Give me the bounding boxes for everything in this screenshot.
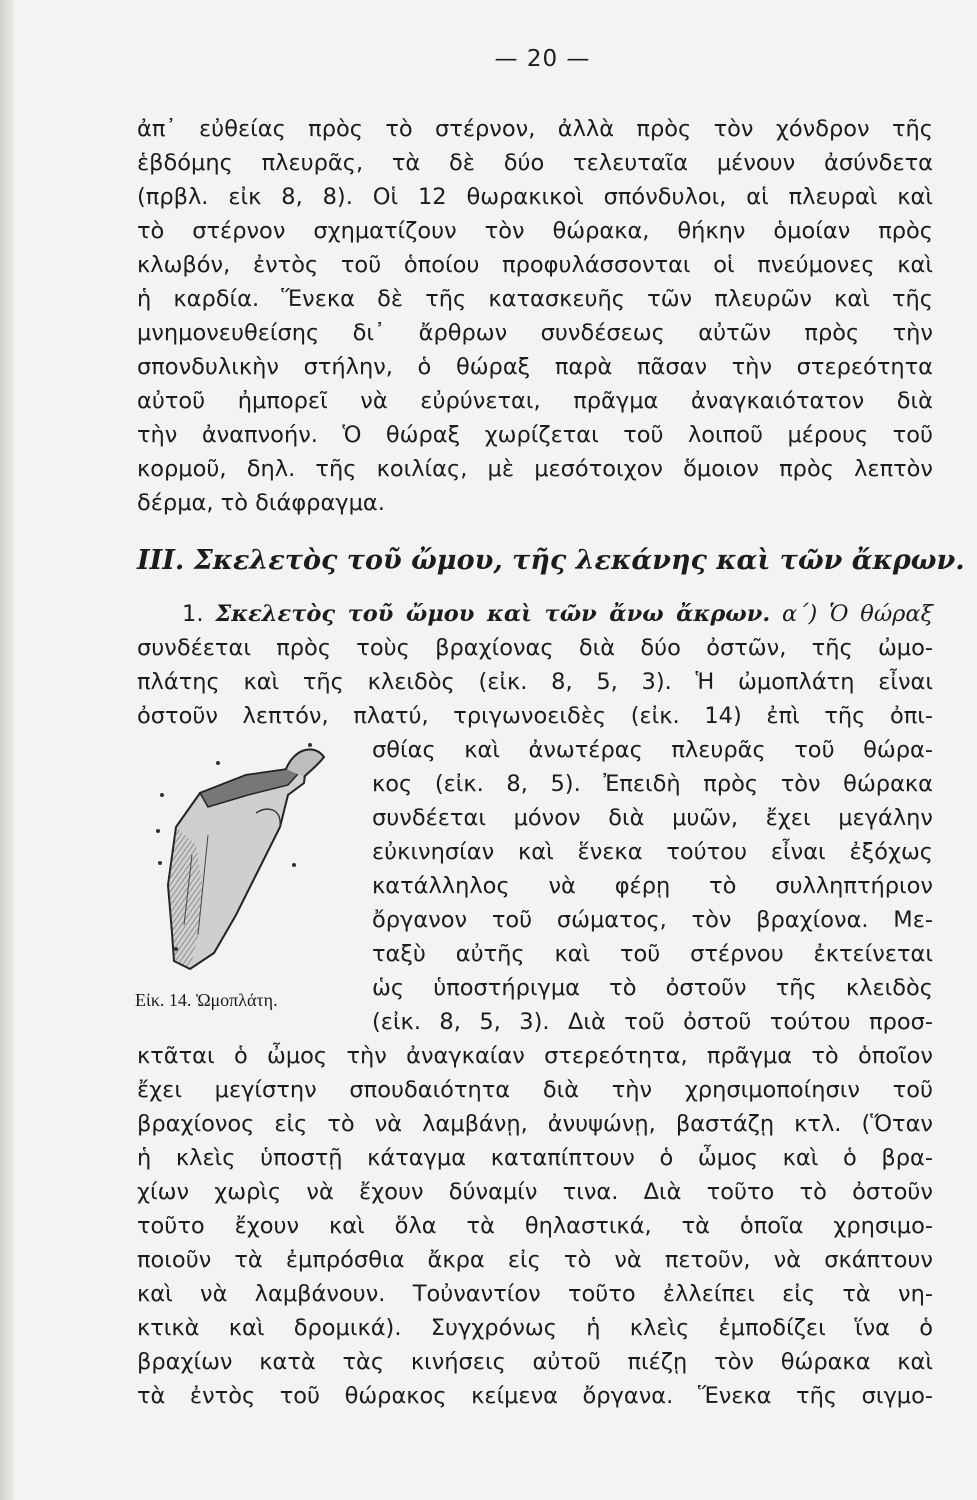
text-line: βραχίων κατὰ τὰς κινήσεις αὐτοῦ πιέζῃ τὸν θώρακα καὶ (137, 1349, 933, 1375)
text-line: χίων χωρὶς νὰ ἔχουν δύναμίν τινα. Διὰ τοῦτο τὸ ὀστοῦν (137, 1179, 933, 1205)
text-line: εὐκινησίαν καὶ ἕνεκα τούτου εἶναι ἐξόχως (372, 839, 933, 865)
text-line: σπονδυλικὴν στήλην, ὁ θώραξ παρὰ πᾶσαν τὴν στερεότητα (137, 354, 933, 380)
text-line: κος (εἰκ. 8, 5). Ἐπειδὴ πρὸς τὸν θώρακα (372, 771, 933, 797)
text-line: συνδέεται πρὸς τοὺς βραχίονας διὰ δύο ὀστῶν, τῆς ὠμο- (137, 635, 933, 661)
text-line: κτικὰ καὶ δρομικά). Συγχρόνως ἡ κλεὶς ἐμποδίζει ἵνα ὁ (137, 1315, 933, 1341)
text-line: ὡς ὑποστήριγμα τὸ ὀστοῦν τῆς κλειδὸς (372, 975, 933, 1001)
subsection-number: 1. (182, 601, 204, 627)
text-line: ὀστοῦν λεπτόν, πλατύ, τριγωνοειδὲς (εἰκ. 14) ἐπὶ τῆς ὀπι- (137, 703, 933, 729)
text-line: τὰ ἐντὸς τοῦ θώρακος κείμενα ὄργανα. Ἕνεκα τῆς σιγμο- (137, 1383, 933, 1409)
scapula-illustration (138, 735, 338, 975)
subsection-title: Σκελετὸς τοῦ ὤμου καὶ τῶν ἄνω ἄκρων. (215, 601, 771, 627)
text-line: τοῦτο ἔχουν καὶ ὅλα τὰ θηλαστικά, τὰ ὁποῖα χρησιμο- (137, 1213, 933, 1239)
text-line: (εἰκ. 8, 5, 3). Διὰ τοῦ ὀστοῦ τούτου προσ- (372, 1009, 933, 1035)
text-line: δέρμα, τὸ διάφραγμα. (137, 490, 385, 516)
text-line: κτᾶται ὁ ὦμος τὴν ἀναγκαίαν στερεότητα, πρᾶγμα τὸ ὁποῖον (137, 1043, 933, 1069)
text-line: κλωβόν, ἐντὸς τοῦ ὁποίου προφυλάσσονται οἱ πνεύμονες καὶ (137, 252, 933, 278)
text-line: ἡ κλεὶς ὑποστῇ κάταγμα καταπίπτουν ὁ ὦμος καὶ ὁ βρα- (137, 1145, 933, 1171)
text-line: ἀπ᾿ εὐθείας πρὸς τὸ στέρνον, ἀλλὰ πρὸς τὸν χόνδρον τῆς (137, 116, 933, 142)
text-line: ἡ καρδία. Ἕνεκα δὲ τῆς κατασκευῆς τῶν πλευρῶν καὶ τῆς (137, 286, 933, 312)
text-line: συνδέεται μόνον διὰ μυῶν, ἔχει μεγάλην (372, 805, 933, 831)
text-line: τὴν ἀναπνοήν. Ὁ θώραξ χωρίζεται τοῦ λοιποῦ μέρους τοῦ (137, 422, 933, 448)
page-number: — 20 — (494, 46, 591, 72)
text-line: τὸ στέρνον σχηματίζουν τὸν θώρακα, θήκην ὁμοίαν πρὸς (137, 218, 933, 244)
text-line: αὐτοῦ ἠμπορεῖ νὰ εὐρύνεται, πρᾶγμα ἀναγκαιότατον διὰ (137, 388, 933, 414)
page-edge (0, 0, 14, 1500)
text-line: κατάλληλος νὰ φέρῃ τὸ συλληπτήριον (372, 873, 933, 899)
text-line: ποιοῦν τὰ ἐμπρόσθια ἄκρα εἰς τὸ νὰ πετοῦν, νὰ σκάπτουν (137, 1247, 933, 1273)
text-line: καὶ νὰ λαμβάνουν. Τοὐναντίον τοῦτο ἐλλείπει εἰς τὰ νη- (137, 1281, 933, 1307)
subsection-lead: α΄) Ὁ θώραξ (770, 601, 933, 627)
text-line: κορμοῦ, δηλ. τῆς κοιλίας, μὲ μεσότοιχον ὅμοιον πρὸς λεπτὸν (137, 456, 933, 482)
subsection-title-line (182, 597, 933, 631)
text-line: ὄργανον τοῦ σώματος, τὸν βραχίονα. Με- (372, 907, 933, 933)
text-line: βραχίονος εἰς τὸ νὰ λαμβάνῃ, ἀνυψώνῃ, βαστάζῃ κτλ. (Ὅταν (137, 1111, 933, 1137)
text-line: (πρβλ. εἰκ 8, 8). Οἱ 12 θωρακικοὶ σπόνδυλοι, αἱ πλευραὶ καὶ (137, 184, 933, 210)
text-line: ἔχει μεγίστην σπουδαιότητα διὰ τὴν χρησιμοποίησιν τοῦ (137, 1077, 933, 1103)
text-line: ταξὺ αὐτῆς καὶ τοῦ στέρνου ἐκτείνεται (372, 941, 933, 967)
text-line: μνημονευθείσης δι᾿ ἄρθρων συνδέσεως αὐτῶν πρὸς τὴν (137, 320, 933, 346)
text-line: πλάτης καὶ τῆς κλειδὸς (εἰκ. 8, 5, 3). Ἡ ὠμοπλάτη εἶναι (137, 669, 933, 695)
text-line: ἑβδόμης πλευρᾶς, τὰ δὲ δύο τελευταῖα μένουν ἀσύνδετα (137, 150, 933, 176)
text-line: σθίας καὶ ἀνωτέρας πλευρᾶς τοῦ θώρα- (372, 737, 933, 763)
figure-caption: Εἰκ. 14. Ὠμοπλάτη. (135, 990, 278, 1010)
section-heading: III. Σκελετὸς τοῦ ὤμου, τῆς λεκάνης καὶ τῶν ἄκρων. (137, 545, 965, 576)
